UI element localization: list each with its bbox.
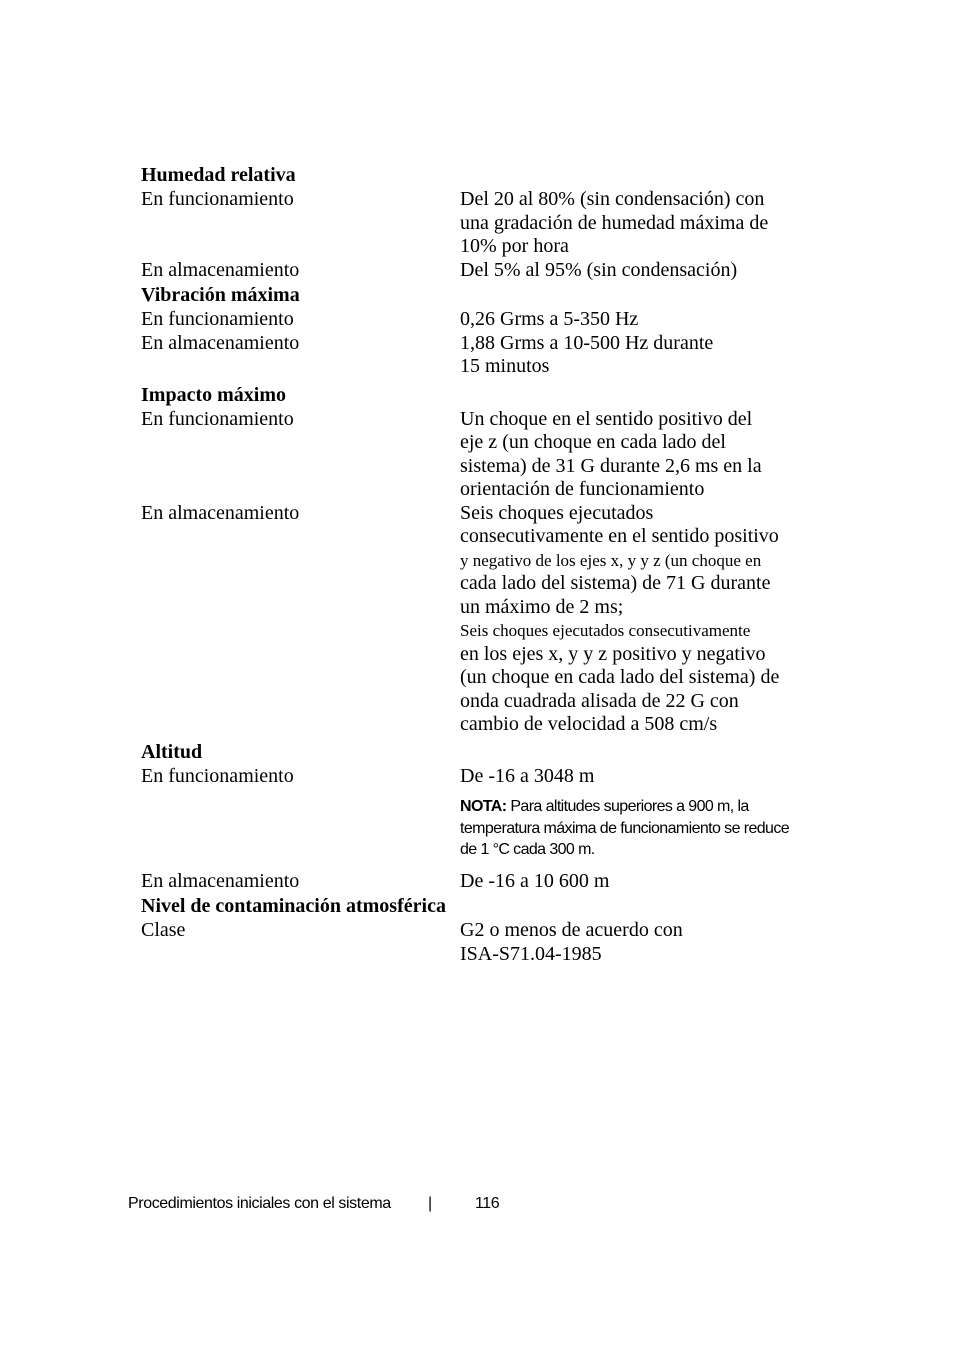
shock-operating-value <box>460 408 841 502</box>
value-line: sistema) de 31 G durante 2,6 ms en la <box>460 454 762 477</box>
vibration-operating-value: 0,26 Grms a 5-350 Hz <box>460 308 639 330</box>
value-line: 1,88 Grms a 10-500 Hz durante <box>460 331 714 354</box>
note-line <box>460 796 841 818</box>
vibration-operating-label: En funcionamiento <box>141 308 294 330</box>
value-line: Seis choques ejecutados consecutivamente <box>460 621 751 640</box>
altitude-note <box>460 796 841 861</box>
vibration-heading: Vibración máxima <box>141 284 300 306</box>
footer-title: Procedimientos iniciales con el sistema <box>128 1195 391 1212</box>
humidity-storage-row <box>141 259 841 283</box>
value-line: eje z (un choque en cada lado del <box>460 431 726 453</box>
humidity-section <box>141 162 841 282</box>
value-line: G2 o menos de acuerdo con <box>460 919 683 941</box>
shock-operating-label: En funcionamiento <box>141 407 294 430</box>
shock-storage-value <box>460 502 841 737</box>
value-line: Seis choques ejecutados <box>460 501 654 524</box>
note-line: de 1 °C cada 300 m. <box>460 841 595 858</box>
vibration-section <box>141 282 841 379</box>
humidity-storage-label: En almacenamiento <box>141 258 300 281</box>
value-line: 15 minutos <box>460 355 550 377</box>
altitude-operating-label: En funcionamiento <box>141 764 294 787</box>
altitude-storage-value: De -16 a 10 600 m <box>460 869 610 892</box>
value-line: onda cuadrada alisada de 22 G con <box>460 689 739 712</box>
value-line: orientación de funcionamiento <box>460 478 705 500</box>
value-line: ISA-S71.04-1985 <box>460 942 602 965</box>
humidity-operating-row <box>141 188 841 259</box>
footer-separator: | <box>428 1195 432 1212</box>
value-line: (un choque en cada lado del sistema) de <box>460 666 780 688</box>
altitude-operating-value <box>460 765 841 861</box>
humidity-operating-label: En funcionamiento <box>141 188 294 210</box>
shock-heading: Impacto máximo <box>141 383 286 406</box>
humidity-operating-value <box>460 188 841 259</box>
value-line: Un choque en el sentido positivo del <box>460 407 753 430</box>
shock-operating-row <box>141 408 841 502</box>
contamination-class-row <box>141 919 841 966</box>
environmental-specs <box>141 162 841 966</box>
value-line: cada lado del sistema) de 71 G durante <box>460 572 771 594</box>
note-line: temperatura máxima de funcionamiento se reduce <box>460 819 790 837</box>
shock-section <box>141 382 841 737</box>
value-line: De -16 a 3048 m <box>460 764 595 787</box>
shock-storage-row <box>141 502 841 737</box>
value-line: y negativo de los ejes x, y y z (un choque en <box>460 550 762 570</box>
value-line: consecutivamente en el sentido positivo <box>460 525 779 547</box>
value-line: 10% por hora <box>460 235 569 257</box>
vibration-storage-label: En almacenamiento <box>141 331 300 354</box>
value-line: cambio de velocidad a 508 cm/s <box>460 713 718 735</box>
humidity-storage-value: Del 5% al 95% (sin condensación) <box>460 258 738 281</box>
value-line: Del 20 al 80% (sin condensación) con <box>460 188 765 210</box>
value-line: una gradación de humedad máxima de <box>460 211 769 234</box>
contamination-class-value <box>460 919 841 966</box>
note-text: Para altitudes superiores a 900 m, la <box>506 798 749 815</box>
note-label: NOTA: <box>460 798 507 815</box>
value-line: en los ejes x, y y z positivo y negativo <box>460 642 766 665</box>
altitude-storage-label: En almacenamiento <box>141 869 300 892</box>
altitude-heading: Altitud <box>141 740 203 763</box>
vibration-storage-value <box>460 332 841 379</box>
contamination-section <box>141 893 841 966</box>
contamination-class-label: Clase <box>141 919 186 941</box>
shock-storage-label: En almacenamiento <box>141 501 300 524</box>
vibration-operating-row <box>141 308 841 332</box>
altitude-storage-row <box>141 870 841 894</box>
altitude-section <box>141 739 841 894</box>
contamination-heading: Nivel de contaminación atmosférica <box>141 895 446 917</box>
altitude-operating-row <box>141 765 841 861</box>
page-number: 116 <box>475 1195 500 1212</box>
humidity-heading: Humedad relativa <box>141 164 296 186</box>
vibration-storage-row <box>141 332 841 379</box>
value-line: un máximo de 2 ms; <box>460 595 624 618</box>
